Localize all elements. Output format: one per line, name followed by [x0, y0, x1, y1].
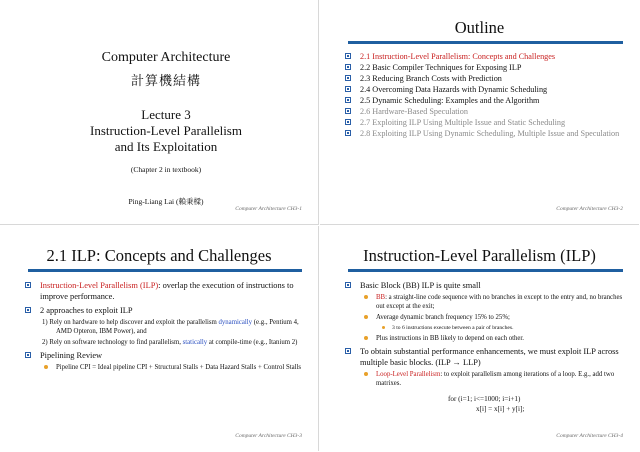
bullet-multiple-blocks: To obtain substantial performance enhancements, we must exploit ILP across multiple basic blocks. (ILP → LLP): [342, 346, 625, 368]
square-bullet-icon: [345, 86, 351, 92]
chapter-note: (Chapter 2 in textbook): [130, 165, 202, 174]
slide-ilp-basic-block: [320, 226, 639, 451]
bullet-basic-block: Basic Block (BB) ILP is quite small: [342, 280, 625, 291]
code-example: [342, 394, 625, 414]
slide-title: Outline: [454, 18, 505, 37]
square-bullet-icon: [345, 130, 351, 136]
square-bullet-icon: [345, 348, 351, 354]
lecture-heading: [40, 107, 292, 155]
outline-item: 2.4 Overcoming Data Hazards with Dynamic Scheduling: [342, 84, 627, 95]
slide-title: 2.1 ILP: Concepts and Challenges: [46, 246, 272, 265]
sub-bullet-loop-level: Loop-Level Parallelism: to exploit parallelism among iterations of a loop. E.g., add two matrixes.: [342, 370, 625, 388]
numbered-item-hardware: 1) Rely on hardware to help discover and exploit the parallelism dynamically (e.g., Pentium 4, AMD Opteron, IBM Power), and: [42, 319, 299, 335]
dot-bullet-icon: [382, 326, 385, 329]
slide-footer: Computer Architecture CH3-2: [556, 206, 623, 212]
square-bullet-icon: [25, 307, 31, 313]
sub-sub-bullet-instructions: 3 to 6 instructions execute between a pair of branches.: [342, 324, 625, 332]
dot-bullet-icon: [364, 372, 368, 376]
course-title-chinese: 計算機結構: [130, 73, 201, 88]
square-bullet-icon: [345, 97, 351, 103]
bullet-pipelining-review: Pipelining Review: [22, 350, 304, 361]
slide-ilp-concepts: [0, 226, 319, 451]
code-line-body: x[i] = x[i] + y[i];: [476, 405, 525, 413]
lecture-topic-line2: and Its Exploitation: [114, 139, 218, 154]
sub-bullet-cpi: Pipeline CPI = Ideal pipeline CPI + Structural Stalls + Data Hazard Stalls + Control Stalls: [22, 363, 304, 372]
square-bullet-icon: [345, 119, 351, 125]
sub-bullet-branch-frequency: Average dynamic branch frequency 15% to 25%;: [342, 313, 625, 322]
slide-footer: Computer Architecture CH3-4: [556, 433, 623, 439]
dot-bullet-icon: [364, 295, 368, 299]
outline-item: 2.8 Exploiting ILP Using Dynamic Scheduling, Multiple Issue and Speculation: [342, 128, 627, 139]
outline-item: 2.3 Reducing Branch Costs with Prediction: [342, 73, 627, 84]
square-bullet-icon: [345, 53, 351, 59]
slide-body: [342, 277, 625, 414]
lecture-topic-line1: Instruction-Level Parallelism: [90, 123, 242, 138]
slide-title: Instruction-Level Parallelism (ILP): [363, 246, 596, 265]
outline-list: [342, 51, 627, 139]
dot-bullet-icon: [364, 315, 368, 319]
lecture-number: Lecture 3: [141, 107, 191, 122]
slide-footer: Computer Architecture CH3-3: [235, 433, 302, 439]
bullet-approaches: 2 approaches to exploit ILP: [22, 305, 304, 316]
square-bullet-icon: [345, 108, 351, 114]
slide-outline: [320, 0, 639, 225]
slide-footer: Computer Architecture CH3-1: [235, 206, 302, 212]
outline-item: 2.2 Basic Compiler Techniques for Exposing ILP: [342, 62, 627, 73]
numbered-item-software: 2) Rely on software technology to find parallelism, statically at compile-time (e.g., Itanium 2): [42, 339, 298, 346]
outline-item: 2.1 Instruction-Level Parallelism: Concepts and Challenges: [342, 51, 627, 62]
square-bullet-icon: [25, 282, 31, 288]
outline-item: 2.5 Dynamic Scheduling: Examples and the Algorithm: [342, 95, 627, 106]
outline-item: 2.6 Hardware-Based Speculation: [342, 106, 627, 117]
title-divider: [28, 269, 302, 272]
square-bullet-icon: [345, 75, 351, 81]
square-bullet-icon: [25, 352, 31, 358]
square-bullet-icon: [345, 64, 351, 70]
course-title: Computer Architecture: [101, 50, 231, 65]
title-divider: [348, 41, 623, 44]
code-line-for: for (i=1; i<=1000; i=i+1): [448, 395, 521, 403]
title-divider: [348, 269, 623, 272]
slide-body: [22, 277, 304, 372]
dot-bullet-icon: [364, 336, 368, 340]
sub-bullet-bb-definition: BB: a straight-line code sequence with no branches in except to the entry and, no branches out except at the exit;: [342, 293, 625, 311]
bullet-ilp-definition: Instruction-Level Parallelism (ILP): overlap the execution of instructions to improve performance.: [22, 280, 304, 302]
author-name: Ping-Liang Lai (賴秉樑): [128, 197, 204, 206]
square-bullet-icon: [345, 282, 351, 288]
cover-block: [40, 50, 292, 207]
sub-bullet-dependency: Plus instructions in BB likely to depend on each other.: [342, 334, 625, 343]
dot-bullet-icon: [44, 365, 48, 369]
outline-item: 2.7 Exploiting ILP Using Multiple Issue and Static Scheduling: [342, 117, 627, 128]
slide-cover: [0, 0, 319, 225]
